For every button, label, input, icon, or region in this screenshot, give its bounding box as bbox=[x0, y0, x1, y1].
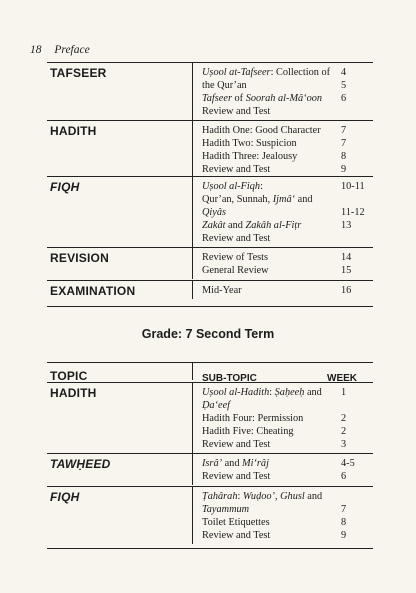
column-divider bbox=[192, 247, 193, 279]
sub-topic-line bbox=[202, 80, 247, 91]
week-number: 15 bbox=[341, 264, 352, 276]
sub-topic-text: Review and Test bbox=[202, 232, 271, 244]
sub-topic-line bbox=[202, 194, 313, 205]
sub-topic-text: Toilet Etiquettes bbox=[202, 516, 270, 528]
header-sub-topic: SUB-TOPIC bbox=[202, 373, 257, 384]
sub-topic-line bbox=[202, 93, 322, 104]
sub-topic-text: : bbox=[260, 181, 263, 192]
sub-topic-line bbox=[202, 491, 322, 502]
sub-topic-line bbox=[202, 164, 270, 175]
sub-topic-line bbox=[202, 387, 322, 398]
sub-topic-text: General Review bbox=[202, 264, 269, 276]
week-number: 9 bbox=[341, 163, 347, 175]
table-rule bbox=[47, 176, 373, 177]
sub-topic-line bbox=[202, 220, 301, 231]
sub-topic-line bbox=[202, 413, 303, 424]
sub-topic-text: Ṣaḥeeḥ bbox=[274, 387, 305, 398]
week-number: 9 bbox=[341, 529, 347, 541]
page-number: 18 bbox=[30, 44, 42, 56]
sub-topic-line bbox=[202, 471, 270, 482]
section-name: Preface bbox=[54, 44, 90, 56]
table-rule bbox=[47, 548, 373, 549]
sub-topic-text: and bbox=[295, 193, 313, 205]
sub-topic-text: , bbox=[274, 491, 281, 502]
table-rule bbox=[47, 362, 373, 363]
sub-topic-text: Review and Test bbox=[202, 105, 271, 117]
table-rule bbox=[47, 120, 373, 121]
sub-topic-text: Mi‘râj bbox=[242, 458, 269, 469]
sub-topic-text: Soorah al-Mâ‘oon bbox=[245, 92, 323, 104]
sub-topic-line bbox=[202, 138, 297, 149]
topic-label: FIQH bbox=[50, 180, 80, 194]
week-number: 13 bbox=[341, 219, 352, 231]
sub-topic-line bbox=[202, 426, 294, 437]
sub-topic-text: and bbox=[222, 458, 243, 469]
sub-topic-line bbox=[202, 265, 269, 276]
week-number: 14 bbox=[341, 252, 352, 263]
sub-topic-text: Review and Test bbox=[202, 438, 271, 450]
sub-topic-text: Isrâ’ bbox=[202, 458, 223, 469]
week-number: 7 bbox=[341, 125, 347, 136]
week-number: 7 bbox=[341, 137, 347, 149]
table-rule bbox=[47, 62, 373, 63]
sub-topic-text: Hadith Three: Jealousy bbox=[202, 150, 298, 162]
sub-topic-text: Zakât bbox=[202, 219, 226, 231]
week-number: 16 bbox=[341, 285, 352, 296]
column-divider bbox=[192, 176, 193, 247]
week-number: 2 bbox=[341, 425, 347, 437]
column-divider bbox=[192, 62, 193, 120]
column-divider bbox=[192, 280, 193, 299]
sub-topic-text: Uṣool at-Tafseer bbox=[202, 67, 271, 78]
sub-topic-text: Hadith Five: Cheating bbox=[202, 425, 294, 437]
table-rule bbox=[47, 280, 373, 281]
sub-topic-line bbox=[202, 125, 321, 136]
sub-topic-line bbox=[202, 439, 270, 450]
sub-topic-text: Uṣool al-Hadith bbox=[202, 387, 270, 398]
sub-topic-line bbox=[202, 207, 226, 218]
topic-label: TAWḤEED bbox=[50, 457, 111, 471]
sub-topic-text: : bbox=[237, 491, 243, 502]
column-divider bbox=[192, 362, 193, 380]
week-number: 11-12 bbox=[341, 206, 365, 218]
sub-topic-text: Ijmâ‘ bbox=[272, 193, 296, 205]
sub-topic-text: Review and Test bbox=[202, 470, 271, 482]
sub-topic-text: : Collection of bbox=[270, 67, 331, 78]
running-head bbox=[30, 44, 90, 56]
sub-topic-text: Wuḍoo’ bbox=[242, 491, 275, 502]
table-rule bbox=[47, 453, 373, 454]
week-number: 10-11 bbox=[341, 181, 365, 192]
sub-topic-text: Ḍa‘eef bbox=[202, 399, 231, 411]
sub-topic-text: : bbox=[269, 387, 275, 398]
sub-topic-text: and bbox=[304, 491, 323, 502]
topic-label: EXAMINATION bbox=[50, 284, 136, 298]
column-divider bbox=[192, 382, 193, 453]
header-week: WEEK bbox=[327, 373, 357, 384]
week-number: 6 bbox=[341, 92, 347, 104]
week-number: 8 bbox=[341, 150, 347, 162]
table-rule bbox=[47, 247, 373, 248]
sub-topic-line bbox=[202, 285, 242, 296]
week-number: 2 bbox=[341, 412, 347, 424]
column-divider bbox=[192, 486, 193, 544]
sub-topic-line bbox=[202, 67, 330, 78]
week-number: 6 bbox=[341, 470, 347, 482]
sub-topic-text: Review of Tests bbox=[202, 252, 269, 263]
sub-topic-line bbox=[202, 252, 268, 263]
table-rule bbox=[47, 382, 373, 383]
topic-label: TAFSEER bbox=[50, 66, 107, 80]
column-divider bbox=[192, 453, 193, 485]
sub-topic-text: of bbox=[231, 92, 246, 104]
sub-topic-text: Ghusl bbox=[280, 491, 305, 502]
sub-topic-text: Hadith One: Good Character bbox=[202, 125, 321, 136]
sub-topic-text: Review and Test bbox=[202, 529, 271, 541]
sub-topic-text: Qur’an, Sunnah, bbox=[202, 193, 273, 205]
sub-topic-line bbox=[202, 151, 297, 162]
topic-label: FIQH bbox=[50, 490, 80, 504]
header-topic: TOPIC bbox=[50, 369, 88, 383]
week-number: 7 bbox=[341, 503, 347, 515]
topic-label: HADITH bbox=[50, 386, 97, 400]
sub-topic-line bbox=[202, 517, 270, 528]
sub-topic-text: Mid-Year bbox=[202, 285, 242, 296]
sub-topic-line bbox=[202, 530, 270, 541]
sub-topic-text: Zakâh al-Fiṭr bbox=[245, 219, 302, 231]
sub-topic-text: Qiyâs bbox=[202, 206, 227, 218]
week-number: 4 bbox=[341, 67, 347, 78]
sub-topic-text: Ṭahârah bbox=[202, 491, 238, 502]
week-number: 4-5 bbox=[341, 458, 355, 469]
sub-topic-text: Tayammum bbox=[202, 503, 250, 515]
topic-label: HADITH bbox=[50, 124, 97, 138]
sub-topic-text: and bbox=[225, 219, 246, 231]
table-rule bbox=[47, 486, 373, 487]
week-number: 5 bbox=[341, 79, 347, 91]
sub-topic-text: Tafseer bbox=[202, 92, 232, 104]
sub-topic-text: Review and Test bbox=[202, 163, 271, 175]
sub-topic-line bbox=[202, 181, 263, 192]
column-divider bbox=[192, 120, 193, 178]
week-number: 1 bbox=[341, 387, 347, 398]
table-rule bbox=[47, 306, 373, 307]
week-number: 3 bbox=[341, 438, 347, 450]
sub-topic-text: the Qur’an bbox=[202, 79, 247, 91]
sub-topic-text: Hadith Four: Permission bbox=[202, 412, 304, 424]
sub-topic-text: Hadith Two: Suspicion bbox=[202, 137, 297, 149]
sub-topic-line bbox=[202, 106, 270, 117]
sub-topic-text: Uṣool al-Fiqh bbox=[202, 181, 261, 192]
week-number: 8 bbox=[341, 516, 347, 528]
sub-topic-line bbox=[202, 458, 269, 469]
sub-topic-text: and bbox=[304, 387, 322, 398]
sub-topic-line bbox=[202, 233, 270, 244]
sub-topic-line bbox=[202, 504, 249, 515]
second-term-title: Grade: 7 Second Term bbox=[141, 327, 275, 341]
sub-topic-line bbox=[202, 400, 230, 411]
topic-label: REVISION bbox=[50, 251, 109, 265]
